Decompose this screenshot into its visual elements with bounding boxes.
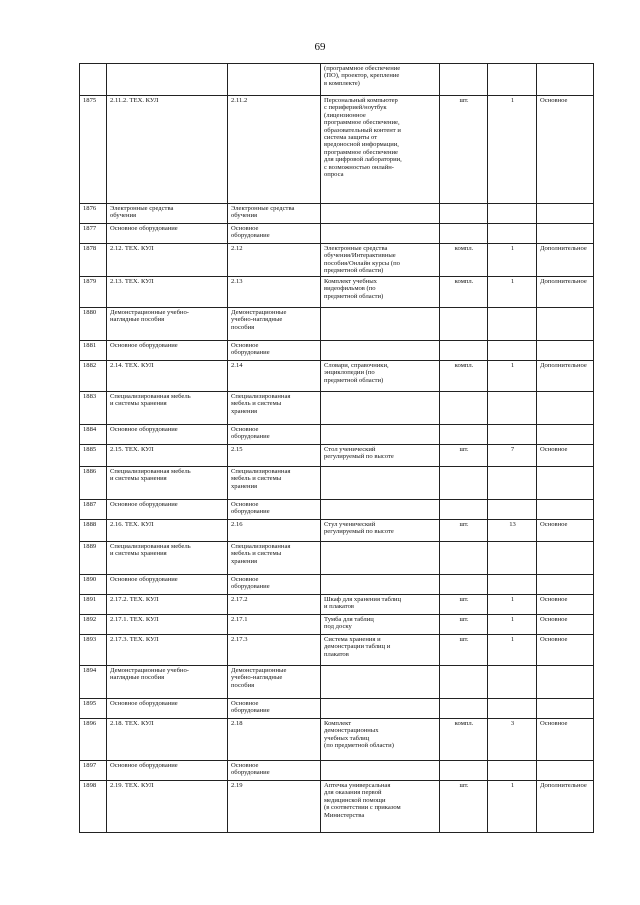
quantity-cell [488, 64, 537, 96]
quantity-cell [488, 699, 537, 719]
table-row [80, 308, 594, 341]
table-row [80, 666, 594, 699]
row-number-cell: 1890 [80, 575, 107, 595]
unit-cell [440, 425, 488, 445]
table-row [80, 277, 594, 308]
description-cell [321, 224, 440, 244]
table-row [80, 575, 594, 595]
row-number-cell: 1893 [80, 635, 107, 666]
code-cell: Основное оборудование [228, 425, 321, 445]
name-cell: 2.19. ТЕХ. КУЛ [107, 781, 228, 833]
unit-cell: шт. [440, 520, 488, 542]
code-cell: 2.18 [228, 719, 321, 761]
name-cell: 2.16. ТЕХ. КУЛ [107, 520, 228, 542]
name-cell: Специализированная мебель и системы хранения [107, 467, 228, 500]
quantity-cell: 1 [488, 244, 537, 277]
unit-cell: шт. [440, 445, 488, 467]
row-number-cell: 1878 [80, 244, 107, 277]
unit-cell: шт. [440, 96, 488, 204]
code-cell: 2.14 [228, 361, 321, 392]
quantity-cell [488, 575, 537, 595]
code-cell: 2.19 [228, 781, 321, 833]
name-cell: 2.18. ТЕХ. КУЛ [107, 719, 228, 761]
name-cell: Специализированная мебель и системы хранения [107, 542, 228, 575]
unit-cell: компл. [440, 277, 488, 308]
name-cell: Демонстрационные учебно- наглядные пособия [107, 666, 228, 699]
row-number-cell: 1880 [80, 308, 107, 341]
name-cell: 2.17.1. ТЕХ. КУЛ [107, 615, 228, 635]
code-cell: 2.17.3 [228, 635, 321, 666]
name-cell: 2.13. ТЕХ. КУЛ [107, 277, 228, 308]
description-cell: Стол ученический регулируемый по высоте [321, 445, 440, 467]
quantity-cell: 7 [488, 445, 537, 467]
name-cell: Основное оборудование [107, 500, 228, 520]
name-cell: Основное оборудование [107, 761, 228, 781]
table-row [80, 64, 594, 96]
row-number-cell: 1897 [80, 761, 107, 781]
name-cell: 2.17.3. ТЕХ. КУЛ [107, 635, 228, 666]
quantity-cell: 3 [488, 719, 537, 761]
unit-cell: шт. [440, 635, 488, 666]
equipment-type-cell: Основное [537, 719, 594, 761]
row-number-cell: 1895 [80, 699, 107, 719]
row-number-cell: 1887 [80, 500, 107, 520]
description-cell [321, 666, 440, 699]
unit-cell [440, 308, 488, 341]
quantity-cell: 1 [488, 361, 537, 392]
row-number-cell [80, 64, 107, 96]
row-number-cell: 1883 [80, 392, 107, 425]
equipment-type-cell: Основное [537, 96, 594, 204]
row-number-cell: 1875 [80, 96, 107, 204]
row-number-cell: 1882 [80, 361, 107, 392]
equipment-type-cell [537, 500, 594, 520]
unit-cell: компл. [440, 361, 488, 392]
equipment-type-cell: Дополнительное [537, 361, 594, 392]
quantity-cell: 1 [488, 615, 537, 635]
unit-cell: шт. [440, 615, 488, 635]
table-row [80, 96, 594, 204]
description-cell [321, 308, 440, 341]
equipment-table [79, 63, 594, 833]
row-number-cell: 1891 [80, 595, 107, 615]
quantity-cell [488, 542, 537, 575]
code-cell: Специализированная мебель и системы хранения [228, 542, 321, 575]
table-row [80, 224, 594, 244]
row-number-cell: 1886 [80, 467, 107, 500]
code-cell: 2.17.1 [228, 615, 321, 635]
code-cell: 2.15 [228, 445, 321, 467]
row-number-cell: 1885 [80, 445, 107, 467]
equipment-type-cell [537, 64, 594, 96]
unit-cell [440, 204, 488, 224]
table-row [80, 699, 594, 719]
row-number-cell: 1881 [80, 341, 107, 361]
quantity-cell [488, 341, 537, 361]
code-cell: Специализированная мебель и системы хранения [228, 392, 321, 425]
description-cell [321, 425, 440, 445]
code-cell: Основное оборудование [228, 224, 321, 244]
table-row [80, 719, 594, 761]
description-cell: (программное обеспечение (ПО), проектор, крепление в комплекте) [321, 64, 440, 96]
name-cell: Демонстрационные учебно- наглядные пособия [107, 308, 228, 341]
table-row [80, 204, 594, 224]
unit-cell [440, 64, 488, 96]
name-cell: 2.15. ТЕХ. КУЛ [107, 445, 228, 467]
equipment-type-cell [537, 699, 594, 719]
description-cell [321, 341, 440, 361]
table-row [80, 445, 594, 467]
quantity-cell: 1 [488, 635, 537, 666]
description-cell: Персональный компьютер с периферией/ноутбук (лицензионное программное обеспечение, образовательный контент и система защиты от вредоносной информации, программное обеспечение для цифровой лаборатории, с возможностью онлайн- опроса [321, 96, 440, 204]
quantity-cell [488, 761, 537, 781]
equipment-type-cell: Основное [537, 520, 594, 542]
name-cell: Основное оборудование [107, 575, 228, 595]
unit-cell [440, 467, 488, 500]
code-cell: Демонстрационные учебно-наглядные пособия [228, 666, 321, 699]
row-number-cell: 1876 [80, 204, 107, 224]
equipment-type-cell [537, 224, 594, 244]
row-number-cell: 1889 [80, 542, 107, 575]
description-cell [321, 500, 440, 520]
table-row [80, 244, 594, 277]
description-cell: Шкаф для хранения таблиц и плакатов [321, 595, 440, 615]
table-row [80, 761, 594, 781]
equipment-type-cell: Дополнительное [537, 781, 594, 833]
code-cell: 2.13 [228, 277, 321, 308]
unit-cell: компл. [440, 244, 488, 277]
quantity-cell [488, 224, 537, 244]
table-body [80, 64, 594, 833]
table-row [80, 615, 594, 635]
unit-cell: шт. [440, 781, 488, 833]
code-cell: Основное оборудование [228, 341, 321, 361]
table-row [80, 361, 594, 392]
description-cell: Стул ученический регулируемый по высоте [321, 520, 440, 542]
quantity-cell [488, 308, 537, 341]
quantity-cell [488, 500, 537, 520]
unit-cell [440, 224, 488, 244]
code-cell: 2.16 [228, 520, 321, 542]
equipment-type-cell [537, 542, 594, 575]
description-cell [321, 542, 440, 575]
row-number-cell: 1879 [80, 277, 107, 308]
page-number: 69 [314, 41, 326, 53]
unit-cell [440, 761, 488, 781]
equipment-type-cell [537, 575, 594, 595]
equipment-type-cell: Дополнительное [537, 277, 594, 308]
quantity-cell: 1 [488, 595, 537, 615]
description-cell: Аптечка универсальная для оказания первой медицинской помощи (в соответствии с приказом Министерства [321, 781, 440, 833]
equipment-type-cell [537, 341, 594, 361]
table-row [80, 500, 594, 520]
code-cell [228, 64, 321, 96]
unit-cell [440, 392, 488, 425]
quantity-cell [488, 467, 537, 500]
row-number-cell: 1896 [80, 719, 107, 761]
code-cell: 2.17.2 [228, 595, 321, 615]
name-cell: Специализированная мебель и системы хранения [107, 392, 228, 425]
equipment-type-cell [537, 467, 594, 500]
quantity-cell: 13 [488, 520, 537, 542]
table-row [80, 781, 594, 833]
quantity-cell [488, 666, 537, 699]
equipment-type-cell: Дополнительное [537, 244, 594, 277]
row-number-cell: 1888 [80, 520, 107, 542]
description-cell [321, 204, 440, 224]
table-row [80, 542, 594, 575]
equipment-type-cell: Основное [537, 615, 594, 635]
name-cell: Основное оборудование [107, 341, 228, 361]
quantity-cell: 1 [488, 781, 537, 833]
code-cell: 2.12 [228, 244, 321, 277]
name-cell: 2.17.2. ТЕХ. КУЛ [107, 595, 228, 615]
code-cell: 2.11.2 [228, 96, 321, 204]
code-cell: Специализированная мебель и системы хранения [228, 467, 321, 500]
equipment-type-cell [537, 204, 594, 224]
unit-cell [440, 666, 488, 699]
table-row [80, 341, 594, 361]
row-number-cell: 1892 [80, 615, 107, 635]
description-cell [321, 699, 440, 719]
code-cell: Основное оборудование [228, 699, 321, 719]
description-cell: Комплект демонстрационных учебных таблиц (по предметной области) [321, 719, 440, 761]
code-cell: Электронные средства обучения [228, 204, 321, 224]
unit-cell [440, 542, 488, 575]
quantity-cell: 1 [488, 96, 537, 204]
name-cell: 2.14. ТЕХ. КУЛ [107, 361, 228, 392]
table-row [80, 520, 594, 542]
description-cell [321, 392, 440, 425]
description-cell: Комплект учебных видеофильмов (по предметной области) [321, 277, 440, 308]
equipment-type-cell: Основное [537, 445, 594, 467]
equipment-type-cell [537, 392, 594, 425]
name-cell: 2.11.2. ТЕХ. КУЛ [107, 96, 228, 204]
table-row [80, 595, 594, 615]
unit-cell [440, 699, 488, 719]
description-cell: Тумба для таблиц под доску [321, 615, 440, 635]
description-cell: Словари, справочники, энциклопедии (по предметной области) [321, 361, 440, 392]
quantity-cell [488, 392, 537, 425]
name-cell [107, 64, 228, 96]
name-cell: Основное оборудование [107, 699, 228, 719]
name-cell: 2.12. ТЕХ. КУЛ [107, 244, 228, 277]
description-cell [321, 575, 440, 595]
description-cell: Электронные средства обучения/Интерактивные пособия/Онлайн курсы (по предметной области) [321, 244, 440, 277]
description-cell [321, 467, 440, 500]
unit-cell [440, 500, 488, 520]
table-row [80, 392, 594, 425]
code-cell: Основное оборудование [228, 761, 321, 781]
description-cell [321, 761, 440, 781]
row-number-cell: 1894 [80, 666, 107, 699]
row-number-cell: 1877 [80, 224, 107, 244]
quantity-cell: 1 [488, 277, 537, 308]
code-cell: Демонстрационные учебно-наглядные пособия [228, 308, 321, 341]
unit-cell: компл. [440, 719, 488, 761]
equipment-type-cell [537, 308, 594, 341]
table-row [80, 467, 594, 500]
row-number-cell: 1884 [80, 425, 107, 445]
code-cell: Основное оборудование [228, 500, 321, 520]
quantity-cell [488, 425, 537, 445]
row-number-cell: 1898 [80, 781, 107, 833]
code-cell: Основное оборудование [228, 575, 321, 595]
unit-cell [440, 341, 488, 361]
description-cell: Система хранения и демонстрации таблиц и плакатов [321, 635, 440, 666]
equipment-type-cell: Основное [537, 635, 594, 666]
equipment-type-cell [537, 666, 594, 699]
name-cell: Основное оборудование [107, 224, 228, 244]
name-cell: Электронные средства обучения [107, 204, 228, 224]
equipment-type-cell [537, 425, 594, 445]
unit-cell: шт. [440, 595, 488, 615]
quantity-cell [488, 204, 537, 224]
equipment-type-cell: Основное [537, 595, 594, 615]
name-cell: Основное оборудование [107, 425, 228, 445]
equipment-type-cell [537, 761, 594, 781]
unit-cell [440, 575, 488, 595]
table-row [80, 635, 594, 666]
table-row [80, 425, 594, 445]
